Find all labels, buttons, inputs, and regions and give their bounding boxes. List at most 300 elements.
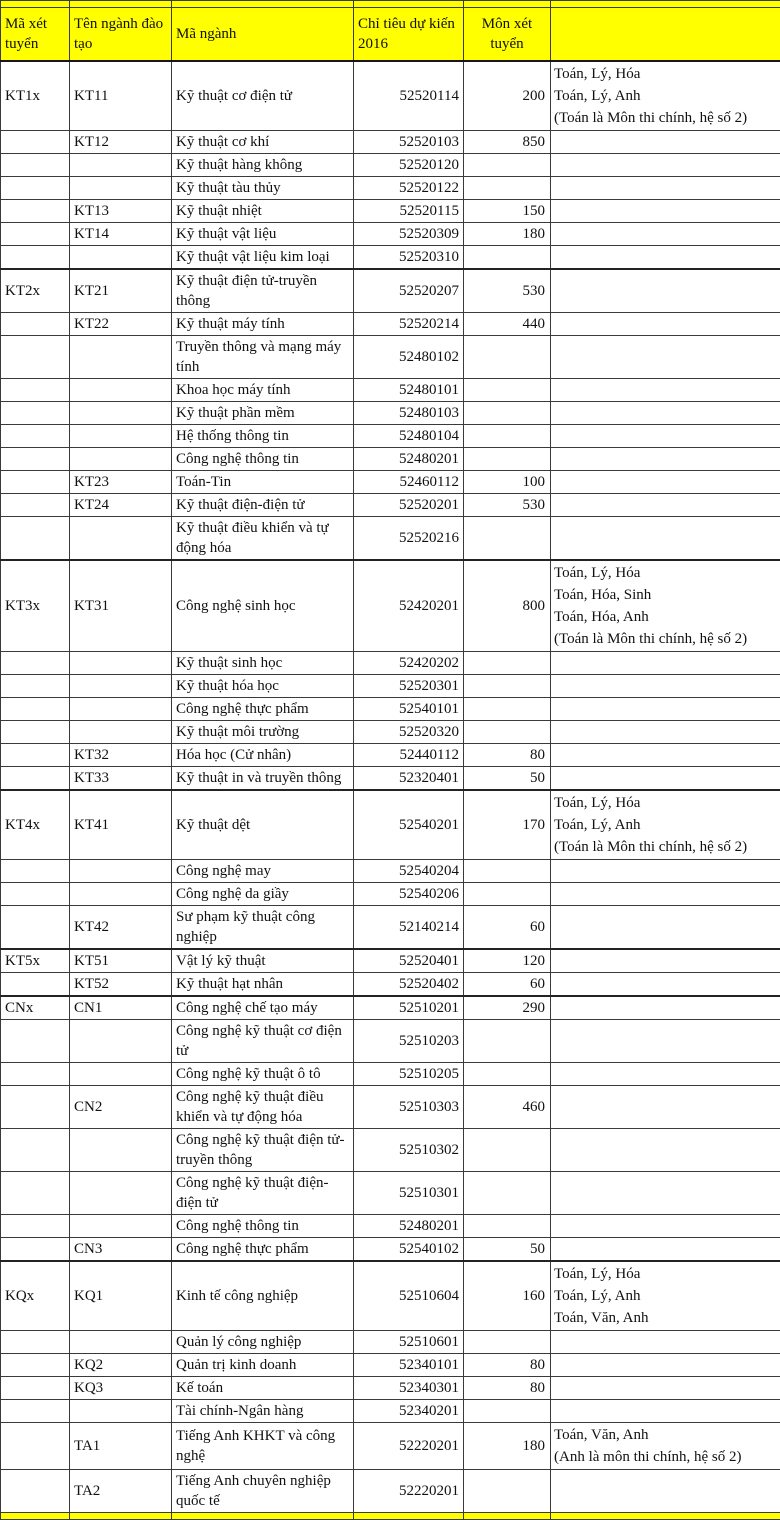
quota-cell [464,1020,551,1063]
table-row [1,177,780,200]
major-code-cell: 52520214 [354,313,464,336]
table-row [1,721,780,744]
table-row [1,996,780,1020]
table-row [1,1377,780,1400]
major-name-cell: Kỹ thuật vật liệu [172,223,354,246]
major-name-cell: Kỹ thuật cơ khí [172,131,354,154]
subjects-cell [551,154,780,177]
major-name-cell: Công nghệ chế tạo máy [172,996,354,1020]
major-name-cell: Toán-Tin [172,471,354,494]
header-expected-quota-2016: Chỉ tiêu dự kiến 2016 [354,8,464,62]
subjects-cell [551,1020,780,1063]
table-row [1,1129,780,1172]
group-code-cell [1,906,70,950]
subject-line: Toán, Lý, Anh [554,1285,777,1307]
major-name-cell: Quản lý công nghiệp [172,1331,354,1354]
major-code-cell: 52420202 [354,652,464,675]
major-name-cell: Kỹ thuật dệt [172,790,354,860]
group-code-cell: KQx [1,1261,70,1331]
major-name-cell: Kỹ thuật phần mềm [172,402,354,425]
quota-cell [464,698,551,721]
major-name-cell: Kế toán [172,1377,354,1400]
subjects-cell [551,560,780,652]
quota-cell: 60 [464,973,551,997]
table-row [1,949,780,973]
major-name-cell: Khoa học máy tính [172,379,354,402]
quota-cell: 170 [464,790,551,860]
program-code-cell: KQ2 [70,1354,172,1377]
program-code-cell [70,448,172,471]
group-code-cell [1,1400,70,1423]
table-row [1,973,780,997]
table-row [1,1400,780,1423]
header-admission-code: Mã xét tuyển [1,8,70,62]
table-row [1,425,780,448]
table-row [1,61,780,131]
table-row [1,471,780,494]
major-code-cell: 52460112 [354,471,464,494]
program-code-cell [70,246,172,270]
subjects-cell [551,425,780,448]
cutoff-cell [172,1513,354,1520]
major-code-cell: 52520201 [354,494,464,517]
group-code-cell [1,517,70,561]
major-code-cell: 52480102 [354,336,464,379]
major-name-cell: Kỹ thuật điện tử-truyền thông [172,269,354,313]
program-code-cell: KT41 [70,790,172,860]
program-code-cell [70,154,172,177]
group-code-cell [1,1129,70,1172]
group-code-cell [1,883,70,906]
subject-line: Toán, Lý, Hóa [554,562,777,584]
quota-cell: 80 [464,1377,551,1400]
major-code-cell: 52540102 [354,1238,464,1262]
table-row [1,200,780,223]
table-row [1,744,780,767]
major-name-cell: Kỹ thuật cơ điện tử [172,61,354,131]
quota-cell: 50 [464,1238,551,1262]
major-name-cell: Công nghệ kỹ thuật ô tô [172,1063,354,1086]
table-row [1,675,780,698]
subjects-cell [551,1354,780,1377]
subject-line: (Toán là Môn thi chính, hệ số 2) [554,107,777,129]
program-code-cell: CN1 [70,996,172,1020]
subjects-cell [551,883,780,906]
group-code-cell: KT3x [1,560,70,652]
quota-cell [464,1400,551,1423]
quota-cell [464,883,551,906]
subjects-cell [551,652,780,675]
subjects-cell [551,721,780,744]
major-name-cell: Công nghệ kỹ thuật điện tử-truyền thông [172,1129,354,1172]
subjects-cell [551,471,780,494]
quota-cell [464,154,551,177]
major-name-cell: Kỹ thuật môi trường [172,721,354,744]
group-code-cell [1,425,70,448]
major-name-cell: Tài chính-Ngân hàng [172,1400,354,1423]
major-code-cell: 52520309 [354,223,464,246]
group-code-cell [1,1331,70,1354]
program-code-cell [70,1063,172,1086]
major-code-cell: 52520310 [354,246,464,270]
major-code-cell: 52540206 [354,883,464,906]
quota-cell: 60 [464,906,551,950]
program-code-cell: KT51 [70,949,172,973]
major-name-cell: Kỹ thuật điều khiển và tự động hóa [172,517,354,561]
table-row [1,860,780,883]
table-row [1,1470,780,1513]
subjects-cell [551,336,780,379]
major-code-cell: 52420201 [354,560,464,652]
subjects-cell [551,223,780,246]
program-code-cell [70,652,172,675]
program-code-cell: TA2 [70,1470,172,1513]
group-code-cell [1,154,70,177]
subjects-cell [551,402,780,425]
subjects-cell [551,379,780,402]
quota-cell [464,1063,551,1086]
subjects-cell [551,1377,780,1400]
subjects-cell [551,1423,780,1470]
group-code-cell [1,721,70,744]
major-code-cell: 52520301 [354,675,464,698]
major-name-cell: Công nghệ kỹ thuật điện-điện tử [172,1172,354,1215]
cutoff-cell [551,1,780,8]
subject-line: Toán, Hóa, Anh [554,606,777,628]
subjects-cell [551,1086,780,1129]
group-code-cell [1,200,70,223]
group-code-cell [1,1063,70,1086]
subjects-cell [551,860,780,883]
quota-cell: 800 [464,560,551,652]
quota-cell: 440 [464,313,551,336]
major-code-cell: 52510302 [354,1129,464,1172]
major-name-cell: Hệ thống thông tin [172,425,354,448]
program-code-cell [70,883,172,906]
major-name-cell: Công nghệ thực phẩm [172,698,354,721]
major-name-cell: Công nghệ may [172,860,354,883]
group-code-cell [1,313,70,336]
subjects-cell [551,1400,780,1423]
quota-cell [464,1129,551,1172]
major-name-cell: Kỹ thuật tàu thủy [172,177,354,200]
major-name-cell: Hóa học (Cử nhân) [172,744,354,767]
group-code-cell [1,246,70,270]
subject-line: Toán, Lý, Hóa [554,792,777,814]
subjects-cell [551,1331,780,1354]
table-row [1,652,780,675]
cutoff-row-top [1,1,780,8]
subjects-cell [551,269,780,313]
quota-cell [464,517,551,561]
header-program-name: Tên ngành đào tạo [70,8,172,62]
major-code-cell: 52510301 [354,1172,464,1215]
group-code-cell: KT4x [1,790,70,860]
table-row [1,1354,780,1377]
group-code-cell: CNx [1,996,70,1020]
subjects-cell [551,131,780,154]
table-row [1,494,780,517]
quota-cell: 150 [464,200,551,223]
group-code-cell [1,1470,70,1513]
major-name-cell: Kỹ thuật hàng không [172,154,354,177]
major-name-cell: Kỹ thuật hạt nhân [172,973,354,997]
major-name-cell: Kỹ thuật điện-điện tử [172,494,354,517]
quota-cell [464,652,551,675]
subjects-cell [551,517,780,561]
cutoff-cell [354,1513,464,1520]
quota-cell [464,1331,551,1354]
major-code-cell: 52480104 [354,425,464,448]
group-code-cell [1,379,70,402]
major-code-cell: 52140214 [354,906,464,950]
subjects-cell [551,698,780,721]
table-row [1,698,780,721]
quota-cell [464,425,551,448]
quota-cell [464,1172,551,1215]
subjects-cell [551,1238,780,1262]
table-row [1,1172,780,1215]
group-code-cell [1,1172,70,1215]
subjects-cell [551,177,780,200]
major-code-cell: 52340201 [354,1400,464,1423]
program-code-cell: KT13 [70,200,172,223]
group-code-cell [1,973,70,997]
subjects-cell [551,494,780,517]
group-code-cell [1,1020,70,1063]
quota-cell: 160 [464,1261,551,1331]
quota-cell: 180 [464,1423,551,1470]
major-code-cell: 52480201 [354,448,464,471]
major-name-cell: Công nghệ thông tin [172,1215,354,1238]
cutoff-cell [172,1,354,8]
program-code-cell: KT32 [70,744,172,767]
major-code-cell: 52520115 [354,200,464,223]
quota-cell: 460 [464,1086,551,1129]
program-code-cell: KT24 [70,494,172,517]
table-row [1,1086,780,1129]
quota-cell: 80 [464,1354,551,1377]
group-code-cell [1,177,70,200]
cutoff-cell [1,1513,70,1520]
major-code-cell: 52520402 [354,973,464,997]
subjects-cell [551,675,780,698]
group-code-cell [1,223,70,246]
subjects-cell [551,906,780,950]
table-row [1,517,780,561]
program-code-cell: KT12 [70,131,172,154]
subject-line: Toán, Lý, Hóa [554,1263,777,1285]
table-row [1,131,780,154]
subject-line: Toán, Hóa, Sinh [554,584,777,606]
quota-cell: 850 [464,131,551,154]
subjects-cell [551,1470,780,1513]
quota-cell: 530 [464,269,551,313]
program-code-cell [70,675,172,698]
group-code-cell [1,744,70,767]
quota-cell: 180 [464,223,551,246]
major-code-cell: 52520401 [354,949,464,973]
table-row [1,448,780,471]
cutoff-row-bottom [1,1513,780,1520]
subjects-cell [551,1129,780,1172]
cutoff-cell [551,1513,780,1520]
major-code-cell: 52520122 [354,177,464,200]
quota-cell [464,402,551,425]
quota-cell: 530 [464,494,551,517]
cutoff-cell [1,1,70,8]
quota-cell [464,246,551,270]
subject-line: (Toán là Môn thi chính, hệ số 2) [554,628,777,650]
major-code-cell: 52540204 [354,860,464,883]
cutoff-cell [70,1,172,8]
quota-cell [464,379,551,402]
group-code-cell: KT5x [1,949,70,973]
table-row [1,269,780,313]
table-row [1,1331,780,1354]
major-name-cell: Công nghệ thông tin [172,448,354,471]
group-code-cell [1,1086,70,1129]
major-name-cell: Công nghệ kỹ thuật cơ điện tử [172,1020,354,1063]
table-row [1,560,780,652]
subjects-cell [551,767,780,791]
major-code-cell: 52510205 [354,1063,464,1086]
major-name-cell: Công nghệ thực phẩm [172,1238,354,1262]
major-code-cell: 52510303 [354,1086,464,1129]
major-name-cell: Kỹ thuật vật liệu kim loại [172,246,354,270]
table-row [1,313,780,336]
major-code-cell: 52320401 [354,767,464,791]
program-code-cell [70,1331,172,1354]
program-code-cell [70,860,172,883]
major-name-cell: Kỹ thuật nhiệt [172,200,354,223]
cutoff-cell [70,1513,172,1520]
quota-cell [464,721,551,744]
major-name-cell: Công nghệ kỹ thuật điều khiển và tự động hóa [172,1086,354,1129]
major-code-cell: 52340101 [354,1354,464,1377]
quota-cell [464,675,551,698]
subjects-cell [551,1172,780,1215]
major-name-cell: Kỹ thuật sinh học [172,652,354,675]
table-row [1,223,780,246]
major-code-cell: 52480201 [354,1215,464,1238]
major-name-cell: Kỹ thuật in và truyền thông [172,767,354,791]
major-code-cell: 52220201 [354,1423,464,1470]
cutoff-cell [464,1,551,8]
header-admission-subjects: Môn xét tuyển [464,8,551,62]
major-name-cell: Quản trị kinh doanh [172,1354,354,1377]
quota-cell: 100 [464,471,551,494]
group-code-cell: KT2x [1,269,70,313]
major-code-cell: 52510201 [354,996,464,1020]
subjects-cell [551,61,780,131]
major-code-cell: 52510203 [354,1020,464,1063]
subjects-cell [551,790,780,860]
table-row [1,379,780,402]
subjects-cell [551,448,780,471]
major-code-cell: 52480103 [354,402,464,425]
subjects-cell [551,996,780,1020]
group-code-cell [1,131,70,154]
program-code-cell [70,402,172,425]
quota-cell: 50 [464,767,551,791]
quota-cell [464,448,551,471]
major-code-cell: 52440112 [354,744,464,767]
quota-cell [464,1215,551,1238]
subjects-cell [551,744,780,767]
program-code-cell: KT31 [70,560,172,652]
subjects-cell [551,1215,780,1238]
program-code-cell: KQ1 [70,1261,172,1331]
table-row [1,1063,780,1086]
major-name-cell: Sư phạm kỹ thuật công nghiệp [172,906,354,950]
major-code-cell: 52520114 [354,61,464,131]
group-code-cell [1,448,70,471]
major-code-cell: 52520320 [354,721,464,744]
subjects-cell [551,1063,780,1086]
program-code-cell [70,1400,172,1423]
program-code-cell: KT14 [70,223,172,246]
major-name-cell: Kinh tế công nghiệp [172,1261,354,1331]
group-code-cell [1,1377,70,1400]
program-code-cell: KT33 [70,767,172,791]
subject-line: Toán, Văn, Anh [554,1424,777,1446]
program-code-cell [70,379,172,402]
program-code-cell: CN2 [70,1086,172,1129]
program-code-cell: KT21 [70,269,172,313]
major-name-cell: Kỹ thuật hóa học [172,675,354,698]
program-code-cell [70,425,172,448]
major-code-cell: 52540101 [354,698,464,721]
table-row [1,336,780,379]
table-row [1,154,780,177]
table-row [1,790,780,860]
program-code-cell: KT23 [70,471,172,494]
subject-line: Toán, Văn, Anh [554,1307,777,1329]
group-code-cell [1,860,70,883]
group-code-cell [1,652,70,675]
quota-cell: 80 [464,744,551,767]
subjects-cell [551,1261,780,1331]
table-row [1,1238,780,1262]
subject-line: Toán, Lý, Anh [554,814,777,836]
subjects-cell [551,973,780,997]
quota-cell [464,1470,551,1513]
major-name-cell: Vật lý kỹ thuật [172,949,354,973]
major-code-cell: 52510604 [354,1261,464,1331]
subjects-cell [551,949,780,973]
major-name-cell: Tiếng Anh chuyên nghiệp quốc tế [172,1470,354,1513]
program-code-cell: KT11 [70,61,172,131]
major-name-cell: Truyền thông và mạng máy tính [172,336,354,379]
major-name-cell: Kỹ thuật máy tính [172,313,354,336]
program-code-cell: KT22 [70,313,172,336]
subjects-cell [551,313,780,336]
group-code-cell [1,402,70,425]
major-code-cell: 52540201 [354,790,464,860]
major-name-cell: Công nghệ sinh học [172,560,354,652]
group-code-cell [1,471,70,494]
quota-cell [464,336,551,379]
program-code-cell: KT42 [70,906,172,950]
major-code-cell: 52220201 [354,1470,464,1513]
group-code-cell: KT1x [1,61,70,131]
major-code-cell: 52520216 [354,517,464,561]
table-row [1,1261,780,1331]
table-row [1,246,780,270]
header-major-code: Mã ngành [172,8,354,62]
table-row [1,1215,780,1238]
